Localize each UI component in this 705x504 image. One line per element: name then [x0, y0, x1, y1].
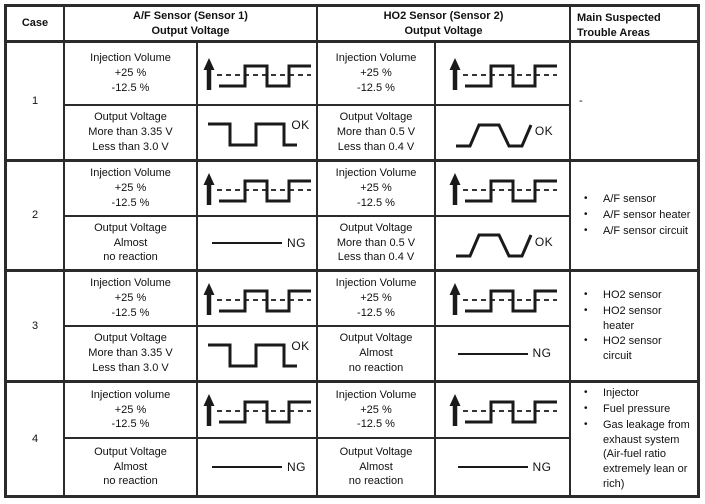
case-3-ho2-output-waveform: [435, 326, 570, 381]
label-line: -12.5 %: [357, 81, 395, 94]
square-waveform-icon: [204, 333, 300, 375]
label-line: Output Voltage: [94, 111, 167, 124]
case-2-af-injection-waveform: [197, 160, 317, 216]
case-1-af-injection-waveform: [197, 42, 317, 105]
case-4-ho2-injection-label: [317, 381, 435, 438]
trouble-area-item: • HO2 sensor: [583, 288, 693, 303]
header-trouble-line2: Trouble Areas: [577, 26, 650, 39]
case-4-ho2-injection-waveform: [435, 381, 570, 438]
case-1-trouble-areas: [570, 42, 698, 160]
case-2-number: [6, 160, 64, 270]
label-line: -12.5 %: [357, 196, 395, 209]
label-line: Output Voltage: [339, 445, 413, 458]
label-line: -12.5 %: [111, 306, 150, 319]
injection-waveform-icon: [447, 389, 559, 431]
label-line: no reaction: [103, 251, 158, 264]
header-ho2-subtitle: Output Voltage: [404, 24, 483, 37]
trouble-area-item: • A/F sensor circuit: [583, 224, 690, 239]
case-4-ho2-output-waveform: [435, 438, 570, 496]
header-case: [6, 6, 64, 42]
case-number-label: 1: [31, 94, 39, 107]
result-label: NG: [287, 459, 306, 474]
label-line: More than 3.35 V: [88, 347, 173, 360]
case-3-af-injection-label: [64, 270, 197, 326]
injection-waveform-icon: [201, 389, 313, 431]
case-2-ho2-injection-label: [317, 160, 435, 216]
trouble-area-item: • A/F sensor: [583, 192, 690, 207]
case-3-ho2-output-label: [317, 326, 435, 381]
case-4-af-output-label: [64, 438, 197, 496]
trapezoid-waveform-icon: [452, 222, 536, 264]
case-3-ho2-injection-waveform: [435, 270, 570, 326]
label-line: Output Voltage: [339, 332, 413, 345]
label-line: Less than 3.0 V: [92, 140, 169, 153]
label-line: Injection Volume: [335, 388, 417, 401]
label-line: -12.5 %: [111, 196, 150, 209]
case-3-ho2-injection-label: [317, 270, 435, 326]
header-ho2-title: HO2 Sensor (Sensor 2): [383, 9, 504, 22]
header-trouble-areas: [570, 6, 698, 42]
square-waveform-icon: [204, 112, 300, 154]
header-trouble-line1: Main Suspected: [577, 12, 661, 24]
header-af-title: A/F Sensor (Sensor 1): [133, 9, 248, 22]
flat-line-icon: [454, 446, 532, 488]
label-line: Less than 0.4 V: [337, 251, 415, 264]
result-label: OK: [291, 118, 310, 133]
case-3-number: [6, 270, 64, 381]
trouble-area-item: • Injector: [583, 386, 693, 401]
trouble-note: -: [579, 94, 583, 107]
case-1-af-injection-label: [64, 42, 197, 105]
case-1-ho2-output-waveform: [435, 105, 570, 160]
label-line: +25 %: [360, 292, 392, 305]
case-4-ho2-output-label: [317, 438, 435, 496]
injection-waveform-icon: [201, 168, 313, 210]
case-2-ho2-output-waveform: [435, 216, 570, 270]
case-1-ho2-output-label: [317, 105, 435, 160]
header-af-sensor: [64, 6, 317, 42]
label-line: no reaction: [103, 475, 158, 488]
case-2-af-output-waveform: [197, 216, 317, 270]
label-line: +25 %: [114, 67, 147, 80]
label-line: Injection Volume: [335, 167, 417, 180]
case-4-af-output-waveform: [197, 438, 317, 496]
label-line: Almost: [359, 347, 393, 360]
header-ho2-sensor: [317, 6, 570, 42]
label-line: Injection Volume: [90, 277, 171, 290]
case-2-ho2-output-label: [317, 216, 435, 270]
case-number-label: 3: [31, 319, 39, 332]
label-line: +25 %: [114, 292, 147, 305]
injection-waveform-icon: [447, 53, 559, 95]
label-line: +25 %: [114, 403, 147, 416]
case-2-af-injection-label: [64, 160, 197, 216]
header-af-subtitle: Output Voltage: [151, 24, 230, 37]
diagnostic-table: [4, 4, 700, 498]
label-line: -12.5 %: [111, 418, 150, 431]
injection-waveform-icon: [201, 53, 313, 95]
label-line: +25 %: [114, 182, 147, 195]
label-line: Output Voltage: [94, 445, 167, 458]
case-1-ho2-injection-waveform: [435, 42, 570, 105]
label-line: Injection Volume: [335, 52, 417, 65]
result-label: OK: [534, 124, 554, 139]
case-number-label: 4: [31, 432, 39, 445]
case-4-number: [6, 381, 64, 496]
case-2-af-output-label: [64, 216, 197, 270]
label-line: More than 0.5 V: [336, 236, 416, 249]
label-line: +25 %: [360, 67, 392, 80]
label-line: Injection Volume: [90, 52, 171, 65]
case-1-af-output-waveform: [197, 105, 317, 160]
label-line: -12.5 %: [357, 418, 395, 431]
result-label: NG: [532, 459, 552, 474]
case-2-trouble-areas: [570, 160, 698, 270]
label-line: no reaction: [348, 361, 404, 374]
trouble-area-item: • Fuel pressure: [583, 402, 693, 417]
flat-line-icon: [208, 446, 286, 488]
trouble-area-item: • HO2 sensor circuit: [583, 334, 693, 364]
trouble-areas-list: [575, 287, 693, 365]
trouble-areas-list: [575, 191, 690, 240]
case-3-trouble-areas: [570, 270, 698, 381]
result-label: OK: [291, 339, 310, 354]
label-line: -12.5 %: [357, 306, 395, 319]
label-line: More than 0.5 V: [336, 126, 416, 139]
label-line: Output Voltage: [94, 332, 167, 345]
case-3-af-output-label: [64, 326, 197, 381]
flat-line-icon: [454, 333, 532, 375]
trouble-areas-list: [575, 385, 693, 493]
label-line: Less than 0.4 V: [337, 140, 415, 153]
label-line: Injection Volume: [335, 277, 417, 290]
flat-line-icon: [208, 222, 286, 264]
case-2-ho2-injection-waveform: [435, 160, 570, 216]
injection-waveform-icon: [201, 278, 313, 320]
trouble-area-item: • HO2 sensor heater: [583, 304, 693, 334]
result-label: OK: [534, 234, 554, 249]
case-number-label: 2: [31, 209, 39, 222]
result-label: NG: [532, 346, 552, 361]
label-line: Injection volume: [90, 388, 171, 401]
label-line: Almost: [359, 460, 393, 473]
header-case-label: Case: [21, 17, 49, 30]
case-3-af-injection-waveform: [197, 270, 317, 326]
case-1-number: [6, 42, 64, 160]
label-line: Almost: [113, 236, 148, 249]
injection-waveform-icon: [447, 278, 559, 320]
label-line: +25 %: [360, 403, 392, 416]
label-line: +25 %: [360, 182, 392, 195]
trouble-area-item: • Gas leakage from exhaust system (Air-fuel ratio extremely lean or rich): [583, 418, 693, 492]
case-4-trouble-areas: [570, 381, 698, 496]
label-line: no reaction: [348, 475, 404, 488]
case-1-ho2-injection-label: [317, 42, 435, 105]
trouble-area-item: • A/F sensor heater: [583, 208, 690, 223]
label-line: Output Voltage: [339, 111, 413, 124]
label-line: Injection Volume: [90, 167, 171, 180]
trapezoid-waveform-icon: [452, 112, 536, 154]
label-line: Less than 3.0 V: [92, 361, 169, 374]
injection-waveform-icon: [447, 168, 559, 210]
label-line: -12.5 %: [111, 81, 150, 94]
label-line: Output Voltage: [339, 221, 413, 234]
case-3-af-output-waveform: [197, 326, 317, 381]
label-line: Almost: [113, 460, 148, 473]
label-line: Output Voltage: [94, 221, 167, 234]
case-4-af-injection-waveform: [197, 381, 317, 438]
result-label: NG: [287, 235, 306, 250]
case-1-af-output-label: [64, 105, 197, 160]
label-line: More than 3.35 V: [88, 126, 173, 139]
case-4-af-injection-label: [64, 381, 197, 438]
